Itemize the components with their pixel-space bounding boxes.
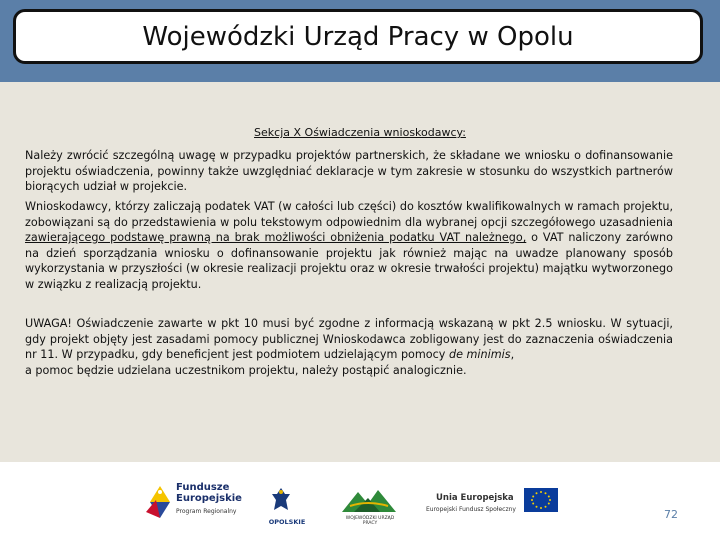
fe-text-1: Fundusze	[176, 482, 230, 493]
opolskie-text: OPOLSKIE	[268, 518, 306, 526]
opolskie-logo	[262, 484, 312, 530]
underlined-text: zawierającego podstawę prawną na brak możliwości obniżenia podatku VAT należnego,	[25, 231, 527, 244]
paragraph-warning	[25, 316, 673, 378]
paragraph-text: Wnioskodawcy, którzy zaliczają podatek VAT (w całości lub części) do kosztów kwalifikowalnych w ramach projektu, zobowiązani są do przedstawienia w polu tekstowym odpowiednim dla wybranej opcji szczegółowego uzasadnienia	[25, 200, 673, 229]
eu-flag-icon	[524, 488, 558, 512]
footer	[0, 462, 720, 540]
italic-text: de minimis	[448, 348, 511, 361]
paragraph-vat	[25, 199, 673, 292]
fe-text-3: Program Regionalny	[176, 508, 237, 515]
header-bar	[0, 0, 720, 82]
paragraph-text: UWAGA! Oświadczenie zawarte w pkt 10 musi być zgodne z informacją wskazaną w pkt 2.5 wniosku. W sytuacji, gdy projekt objęty jest zasadami pomocy publicznej Wnioskodawca zobligowany jest do zaznaczenia oświadczenia nr 11. W przypadku, gdy beneficjent jest podmiotem udzielającym pomocy	[25, 317, 673, 361]
paragraph-partners	[25, 148, 673, 195]
opolskie-eagle-icon	[270, 486, 292, 514]
section-heading: Sekcja X Oświadczenia wnioskodawcy:	[254, 126, 466, 139]
fe-text-2: Europejskie	[176, 493, 242, 504]
fundusze-europejskie-logo	[146, 478, 261, 524]
paragraph-text: Należy zwrócić szczególną uwagę w przypadku projektów partnerskich, że składane we wniosku o dofinansowanie projektu oświadczenia, powinny także uwzględniać deklaracje w tym zakresie w stosunku do wszystkich partnerów biorących udział w projekcie.	[25, 149, 673, 193]
paragraph-text: o VAT naliczony zarówno na dzień sporządzania wniosku o dofinansowanie projektu jak również mając na uwadze planowany sposób wykorzystania w przyszłości (w okresie realizacji projektu oraz w okresie trwałości projektu) majątku wytworzonego w związku z realizacją projektu.	[25, 231, 673, 291]
page-title: Wojewódzki Urząd Pracy w Opolu	[142, 21, 574, 52]
page-number: 72	[664, 508, 678, 521]
content-area	[0, 82, 720, 462]
wup-mountains-icon	[340, 486, 398, 514]
eu-text-2: Europejski Fundusz Społeczny	[426, 506, 516, 513]
eu-text-1: Unia Europejska	[436, 493, 514, 503]
paragraph-text: ,	[510, 348, 515, 361]
wup-logo	[340, 484, 400, 530]
wup-text: WOJEWÓDZKI URZĄD PRACY	[345, 516, 395, 526]
eu-logo	[418, 486, 558, 522]
title-box	[13, 9, 703, 64]
paragraph-text: a pomoc będzie udzielana uczestnikom projektu, należy postąpić analogicznie.	[25, 363, 467, 377]
fe-star-icon	[146, 482, 174, 520]
